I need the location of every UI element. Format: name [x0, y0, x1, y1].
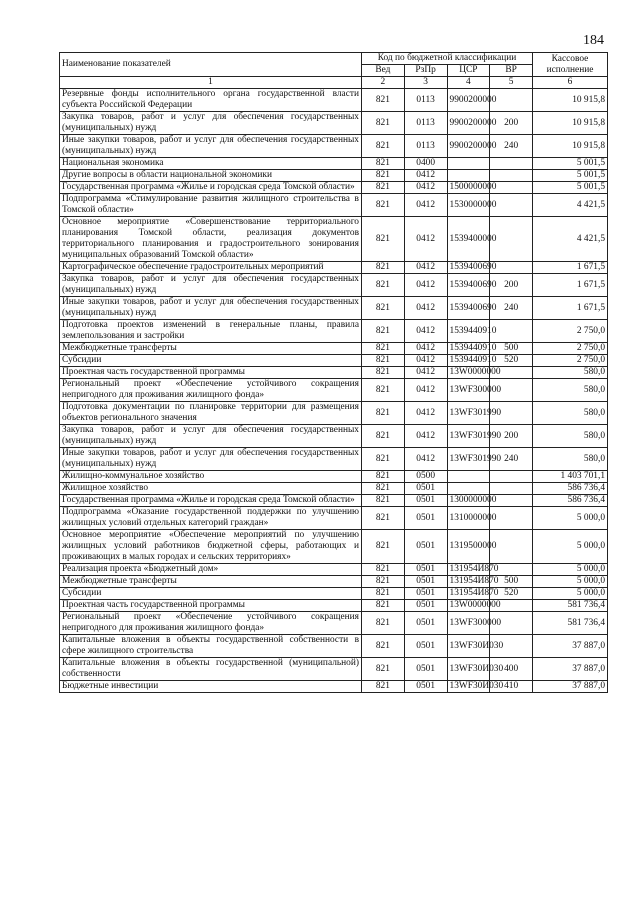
row-amount: 4 421,5: [533, 217, 608, 262]
row-csr: 1539400690: [447, 297, 490, 320]
row-name: Иные закупки товаров, работ и услуг для обеспечения государственных (муниципальных) нужд: [60, 297, 362, 320]
row-name: Подпрограмма «Стимулирование развития жилищного строительства в Томской области»: [60, 194, 362, 217]
row-rzpr: 0412: [404, 425, 447, 448]
row-amount: 580,0: [533, 367, 608, 379]
row-rzpr: 0412: [404, 320, 447, 343]
row-rzpr: 0501: [404, 681, 447, 693]
row-csr: [447, 170, 490, 182]
row-amount: 2 750,0: [533, 355, 608, 367]
row-name: Капитальные вложения в объекты государственной собственности в сфере жилищного строительства: [60, 635, 362, 658]
row-csr: [447, 483, 490, 495]
row-name: Жилищно-коммунальное хозяйство: [60, 471, 362, 483]
row-amount: 5 000,0: [533, 576, 608, 588]
row-rzpr: 0501: [404, 658, 447, 681]
row-name: Государственная программа «Жилье и городская среда Томской области»: [60, 495, 362, 507]
table-row: [60, 576, 608, 588]
row-name: Проектная часть государственной программы: [60, 367, 362, 379]
header-num-2: 2: [362, 77, 405, 89]
row-ved: 821: [362, 635, 405, 658]
row-amount: 1 671,5: [533, 297, 608, 320]
row-rzpr: 0412: [404, 262, 447, 274]
row-csr: 13WF300000: [447, 379, 490, 402]
budget-table: [59, 52, 608, 693]
row-rzpr: 0412: [404, 194, 447, 217]
table-body: [60, 89, 608, 693]
row-vr: [490, 89, 533, 112]
row-ved: 821: [362, 681, 405, 693]
table-row: [60, 425, 608, 448]
row-csr: 1539440910: [447, 320, 490, 343]
row-amount: 580,0: [533, 425, 608, 448]
row-rzpr: 0412: [404, 170, 447, 182]
row-vr: [490, 483, 533, 495]
row-ved: 821: [362, 530, 405, 564]
row-amount: 581 736,4: [533, 600, 608, 612]
row-vr: [490, 530, 533, 564]
row-rzpr: 0501: [404, 588, 447, 600]
row-name: Межбюджетные трансферты: [60, 343, 362, 355]
row-csr: 13WF30И030: [447, 681, 490, 693]
row-vr: 240: [490, 135, 533, 158]
header-num-1: 1: [60, 77, 362, 89]
row-amount: 37 887,0: [533, 635, 608, 658]
row-amount: 2 750,0: [533, 320, 608, 343]
table-row: [60, 379, 608, 402]
table-row: [60, 658, 608, 681]
row-name: Бюджетные инвестиции: [60, 681, 362, 693]
row-ved: 821: [362, 495, 405, 507]
row-ved: 821: [362, 135, 405, 158]
row-ved: 821: [362, 507, 405, 530]
table-row: [60, 483, 608, 495]
row-ved: 821: [362, 274, 405, 297]
table-row: [60, 112, 608, 135]
row-rzpr: 0501: [404, 600, 447, 612]
row-ved: 821: [362, 343, 405, 355]
row-amount: 5 001,5: [533, 158, 608, 170]
table-row: [60, 681, 608, 693]
row-rzpr: 0113: [404, 112, 447, 135]
row-ved: 821: [362, 297, 405, 320]
row-ved: 821: [362, 367, 405, 379]
table-row: [60, 274, 608, 297]
row-rzpr: 0113: [404, 89, 447, 112]
table-row: [60, 320, 608, 343]
row-ved: 821: [362, 402, 405, 425]
row-vr: [490, 471, 533, 483]
row-amount: 1 403 701,1: [533, 471, 608, 483]
table-row: [60, 530, 608, 564]
row-amount: 580,0: [533, 448, 608, 471]
row-ved: 821: [362, 262, 405, 274]
row-vr: 240: [490, 297, 533, 320]
row-rzpr: 0501: [404, 576, 447, 588]
row-ved: 821: [362, 658, 405, 681]
row-csr: 9900200000: [447, 112, 490, 135]
table-row: [60, 355, 608, 367]
table-row: [60, 402, 608, 425]
row-name: Национальная экономика: [60, 158, 362, 170]
row-ved: 821: [362, 425, 405, 448]
row-amount: 10 915,8: [533, 89, 608, 112]
table-row: [60, 612, 608, 635]
row-amount: 4 421,5: [533, 194, 608, 217]
row-rzpr: 0412: [404, 297, 447, 320]
row-csr: 1500000000: [447, 182, 490, 194]
table-row: [60, 135, 608, 158]
row-rzpr: 0412: [404, 402, 447, 425]
row-name: Проектная часть государственной программы: [60, 600, 362, 612]
row-vr: 200: [490, 425, 533, 448]
row-ved: 821: [362, 194, 405, 217]
row-name: Субсидии: [60, 355, 362, 367]
header-ved: Вед: [362, 65, 405, 77]
row-csr: 13W0000000: [447, 600, 490, 612]
row-vr: 500: [490, 576, 533, 588]
row-csr: 131954И870: [447, 576, 490, 588]
row-csr: 13W0000000: [447, 367, 490, 379]
row-amount: 5 001,5: [533, 170, 608, 182]
table-row: [60, 635, 608, 658]
row-vr: [490, 194, 533, 217]
row-rzpr: 0400: [404, 158, 447, 170]
row-name: Межбюджетные трансферты: [60, 576, 362, 588]
row-vr: 520: [490, 355, 533, 367]
row-ved: 821: [362, 564, 405, 576]
row-amount: 586 736,4: [533, 483, 608, 495]
row-csr: 13WF301990: [447, 448, 490, 471]
row-rzpr: 0412: [404, 274, 447, 297]
row-rzpr: 0412: [404, 355, 447, 367]
row-csr: 1319500000: [447, 530, 490, 564]
table-header: [60, 53, 608, 89]
row-name: Основное мероприятие «Обеспечение мероприятий по улучшению жилищных условий работников бюджетной сферы, работающих и проживающих в малых городах и сельских территориях»: [60, 530, 362, 564]
row-csr: 1539400690: [447, 262, 490, 274]
row-ved: 821: [362, 355, 405, 367]
row-name: Региональный проект «Обеспечение устойчивого сокращения непригодного для проживания жилищного фонда»: [60, 612, 362, 635]
row-amount: 2 750,0: [533, 343, 608, 355]
row-csr: 13WF301990: [447, 425, 490, 448]
row-rzpr: 0500: [404, 471, 447, 483]
row-name: Жилищное хозяйство: [60, 483, 362, 495]
row-name: Резервные фонды исполнительного органа государственной власти субъекта Российской Федерации: [60, 89, 362, 112]
row-rzpr: 0412: [404, 217, 447, 262]
row-csr: 13WF300000: [447, 612, 490, 635]
row-rzpr: 0412: [404, 367, 447, 379]
row-amount: 586 736,4: [533, 495, 608, 507]
row-vr: 240: [490, 448, 533, 471]
row-ved: 821: [362, 448, 405, 471]
row-vr: [490, 495, 533, 507]
row-csr: [447, 471, 490, 483]
row-csr: 1539400000: [447, 217, 490, 262]
header-rzpr: РзПр: [404, 65, 447, 77]
table-row: [60, 471, 608, 483]
row-amount: 5 000,0: [533, 588, 608, 600]
row-csr: 13WF30И030: [447, 658, 490, 681]
row-name: Основное мероприятие «Совершенствование территориального планирования Томской области, реализация документов территориального планирования и градостроительного зонирования муниципальных образований Томской области»: [60, 217, 362, 262]
header-num-3: 3: [404, 77, 447, 89]
row-csr: 13WF30И030: [447, 635, 490, 658]
header-name: Наименование показателей: [60, 53, 362, 77]
row-csr: 131954И870: [447, 564, 490, 576]
row-rzpr: 0501: [404, 530, 447, 564]
table-row: [60, 564, 608, 576]
row-ved: 821: [362, 483, 405, 495]
row-ved: 821: [362, 588, 405, 600]
row-name: Закупка товаров, работ и услуг для обеспечения государственных (муниципальных) нужд: [60, 112, 362, 135]
row-ved: 821: [362, 600, 405, 612]
row-name: Картографическое обеспечение градостроительных мероприятий: [60, 262, 362, 274]
row-amount: 5 001,5: [533, 182, 608, 194]
row-vr: [490, 262, 533, 274]
header-amount: Кассовое исполнение: [533, 53, 608, 77]
header-num-5: 5: [490, 77, 533, 89]
row-name: Подпрограмма «Оказание государственной поддержки по улучшению жилищных условий отдельных категорий граждан»: [60, 507, 362, 530]
row-vr: [490, 217, 533, 262]
row-amount: 37 887,0: [533, 681, 608, 693]
row-csr: 9900200000: [447, 89, 490, 112]
row-ved: 821: [362, 158, 405, 170]
row-rzpr: 0501: [404, 612, 447, 635]
row-vr: 200: [490, 112, 533, 135]
row-name: Государственная программа «Жилье и городская среда Томской области»: [60, 182, 362, 194]
row-amount: 581 736,4: [533, 612, 608, 635]
table-row: [60, 158, 608, 170]
row-rzpr: 0501: [404, 483, 447, 495]
row-csr: 1300000000: [447, 495, 490, 507]
row-rzpr: 0501: [404, 564, 447, 576]
header-num-6: 6: [533, 77, 608, 89]
row-ved: 821: [362, 379, 405, 402]
table-row: [60, 495, 608, 507]
table-row: [60, 194, 608, 217]
table-row: [60, 262, 608, 274]
row-ved: 821: [362, 320, 405, 343]
row-vr: 410: [490, 681, 533, 693]
row-rzpr: 0501: [404, 495, 447, 507]
table-row: [60, 507, 608, 530]
row-rzpr: 0113: [404, 135, 447, 158]
row-ved: 821: [362, 576, 405, 588]
table-row: [60, 297, 608, 320]
row-csr: [447, 158, 490, 170]
row-vr: [490, 158, 533, 170]
row-csr: 1310000000: [447, 507, 490, 530]
row-csr: 131954И870: [447, 588, 490, 600]
table-row: [60, 448, 608, 471]
header-vr: ВР: [490, 65, 533, 77]
row-csr: 1539440910: [447, 355, 490, 367]
row-amount: 1 671,5: [533, 274, 608, 297]
row-rzpr: 0412: [404, 182, 447, 194]
header-num-4: 4: [447, 77, 490, 89]
row-rzpr: 0412: [404, 448, 447, 471]
row-amount: 5 000,0: [533, 507, 608, 530]
row-vr: 400: [490, 658, 533, 681]
row-vr: 520: [490, 588, 533, 600]
row-vr: [490, 507, 533, 530]
row-rzpr: 0501: [404, 635, 447, 658]
row-ved: 821: [362, 112, 405, 135]
row-ved: 821: [362, 471, 405, 483]
row-name: Реализация проекта «Бюджетный дом»: [60, 564, 362, 576]
table-row: [60, 170, 608, 182]
row-ved: 821: [362, 89, 405, 112]
row-name: Иные закупки товаров, работ и услуг для обеспечения государственных (муниципальных) нужд: [60, 135, 362, 158]
row-amount: 37 887,0: [533, 658, 608, 681]
row-name: Региональный проект «Обеспечение устойчивого сокращения непригодного для проживания жилищного фонда»: [60, 379, 362, 402]
header-csr: ЦСР: [447, 65, 490, 77]
row-amount: 10 915,8: [533, 135, 608, 158]
row-amount: 1 671,5: [533, 262, 608, 274]
row-name: Закупка товаров, работ и услуг для обеспечения государственных (муниципальных) нужд: [60, 274, 362, 297]
row-csr: 1539440910: [447, 343, 490, 355]
row-ved: 821: [362, 612, 405, 635]
row-vr: 200: [490, 274, 533, 297]
row-name: Субсидии: [60, 588, 362, 600]
table-row: [60, 217, 608, 262]
row-name: Капитальные вложения в объекты государственной (муниципальной) собственности: [60, 658, 362, 681]
row-csr: 1539400690: [447, 274, 490, 297]
table-row: [60, 367, 608, 379]
row-rzpr: 0412: [404, 343, 447, 355]
table-row: [60, 600, 608, 612]
row-name: Иные закупки товаров, работ и услуг для обеспечения государственных (муниципальных) нужд: [60, 448, 362, 471]
table-row: [60, 89, 608, 112]
table-row: [60, 182, 608, 194]
row-amount: 5 000,0: [533, 564, 608, 576]
row-vr: [490, 170, 533, 182]
row-ved: 821: [362, 170, 405, 182]
table-row: [60, 588, 608, 600]
row-name: Подготовка проектов изменений в генеральные планы, правила землепользования и застройки: [60, 320, 362, 343]
row-amount: 10 915,8: [533, 112, 608, 135]
row-csr: 9900200000: [447, 135, 490, 158]
row-amount: 5 000,0: [533, 530, 608, 564]
row-amount: 580,0: [533, 379, 608, 402]
table-row: [60, 343, 608, 355]
row-amount: 580,0: [533, 402, 608, 425]
row-vr: [490, 182, 533, 194]
row-vr: 500: [490, 343, 533, 355]
page-number: 184: [583, 33, 604, 48]
row-ved: 821: [362, 182, 405, 194]
header-code-group: Код по бюджетной классификации: [362, 53, 533, 65]
row-name: Закупка товаров, работ и услуг для обеспечения государственных (муниципальных) нужд: [60, 425, 362, 448]
row-name: Подготовка документации по планировке территории для размещения объектов регионального значения: [60, 402, 362, 425]
row-vr: [490, 320, 533, 343]
row-csr: 13WF301990: [447, 402, 490, 425]
row-name: Другие вопросы в области национальной экономики: [60, 170, 362, 182]
row-ved: 821: [362, 217, 405, 262]
row-csr: 1530000000: [447, 194, 490, 217]
row-rzpr: 0501: [404, 507, 447, 530]
row-rzpr: 0412: [404, 379, 447, 402]
